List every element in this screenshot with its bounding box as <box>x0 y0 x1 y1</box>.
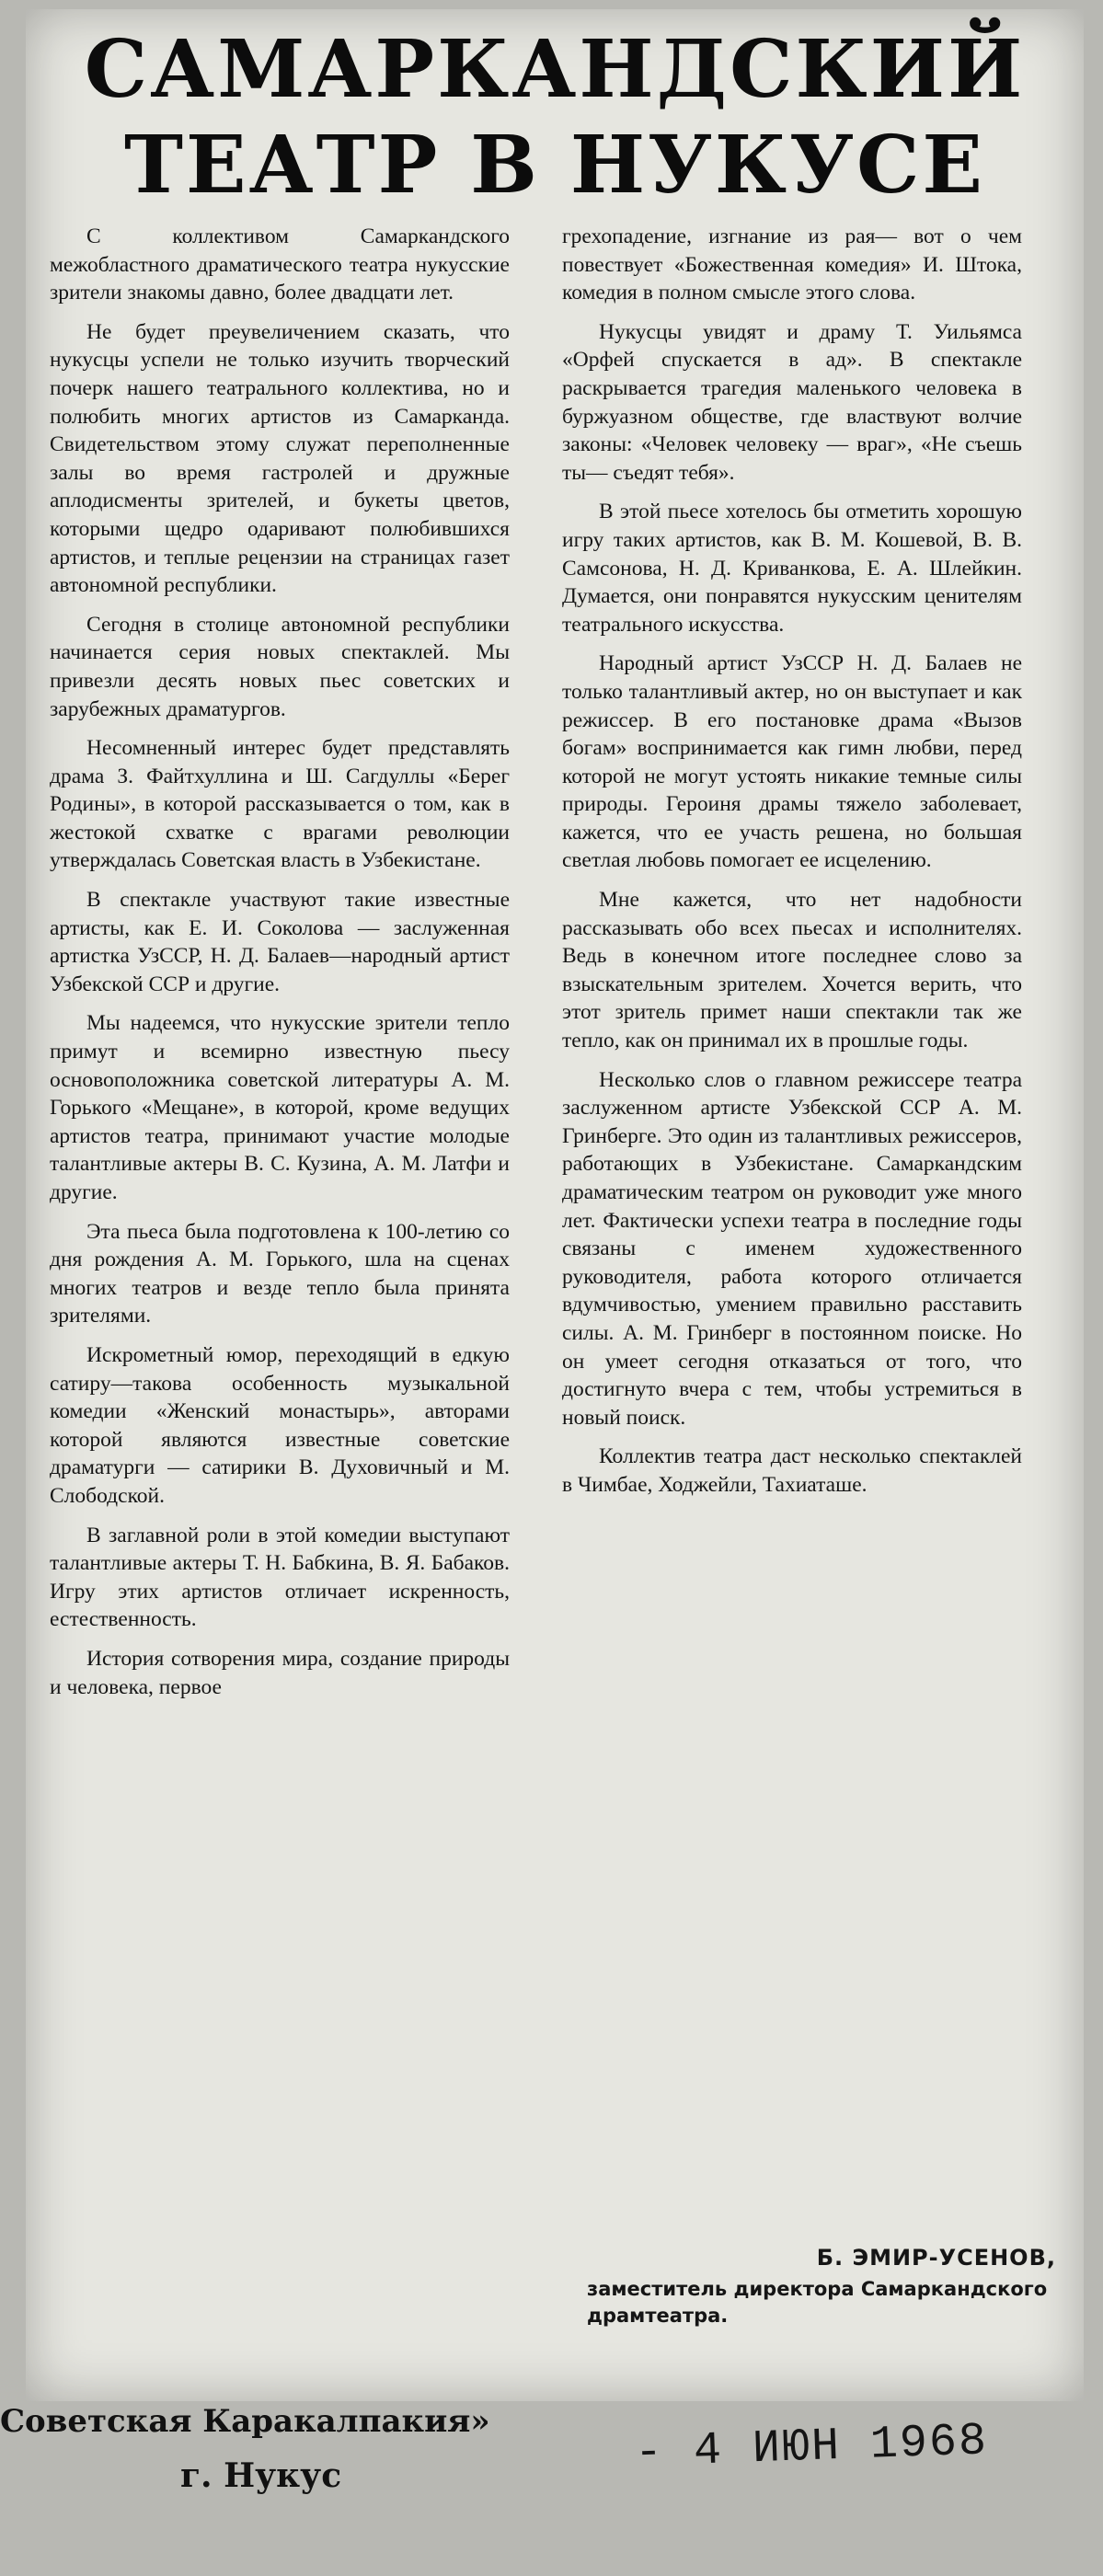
paragraph: В этой пьесе хотелось бы отметить хорошую игру таких артистов, как В. М. Кошевой, В. В. Самсонова, Н. Д. Криванкова, Е. А. Шлейкин. Думается, они понравятся нукусским ценителям театрального искусства. <box>562 500 1022 637</box>
newspaper-clipping <box>26 9 1084 2401</box>
paragraph: Сегодня в столице автономной республики начинается серия новых спектаклей. Мы привезли десять новых пьес советских и зарубежных драматургов. <box>50 612 510 721</box>
article-title <box>26 22 1084 213</box>
paragraph: Мы надеемся, что нукусские зрители тепло примут и всемирно известную пьесу основоположника советской литературы А. М. Горького «Мещане», в которой, кроме ведущих артистов театра, принимают участие молодые талантливые актеры В. С. Кузина, А. М. Латфи и другие. <box>50 1011 510 1204</box>
author-name: Б. ЭМИР-УСЕНОВ, <box>816 2245 1056 2271</box>
author-role: заместитель директора Самаркандского драмтеатра. <box>587 2278 1048 2327</box>
paragraph: Коллектив театра даст несколько спектаклей в Чимбае, Ходжейли, Тахиаташе. <box>562 1444 1022 1497</box>
paragraph: В заглавной роли в этой комедии выступают талантливые актеры Т. Н. Бабкина, В. Я. Бабаков. Игру этих артистов отличает искренность, естественность. <box>50 1523 510 1632</box>
paragraph: Искрометный юмор, переходящий в едкую сатиру—такова особенность музыкальной комедии «Женский монастырь», авторами которой являются известные советские драматурги — сатирики В. Духовичный и М. Слободской. <box>50 1342 510 1508</box>
paragraph: Нукусцы увидят и драму Т. Уильямса «Орфей спускается в ад». В спектакле раскрывается трагедия маленького человека в буржуазном обществе, где властвуют волчие законы: «Человек человеку — враг», «Не съешь ты— съедят тебя». <box>562 319 1022 485</box>
paragraph: Мне кажется, что нет надобности рассказывать обо всех пьесах и исполнителях. Ведь в конечном итоге последнее слово за взыскательным зрителем. Хочется верить, что этот зритель примет наши спектакли так же тепло, как он принимал их в прошлые годы. <box>562 888 1022 1053</box>
paragraph: Не будет преувеличением сказать, что нукусцы успели не только изучить творческий почерк нашего театрального коллектива, но и полюбить многих артистов из Самарканда. Свидетельством этому служат переполненные залы во время гастролей и дружные аплодисменты зрителей, и букеты цветов, которыми щедро одаривают полюбившихся артистов, и теплые рецензии на страницах газет автономной республики. <box>50 319 510 598</box>
paragraph: История сотворения мира, создание природы и человека, первое <box>50 1646 510 1699</box>
title-line-1: САМАРКАНДСКИЙ <box>84 23 1026 116</box>
right-column <box>562 223 1022 1511</box>
paragraph: грехопадение, изгнание из рая— вот о чем повествует «Божественная комедия» И. Штока, комедия в полном смысле этого слова. <box>562 224 1022 305</box>
newspaper-city: г. Нукус <box>180 2456 342 2495</box>
newspaper-name: Советская Каракалпакия» <box>0 2403 490 2440</box>
paragraph: Несомненный интерес будет представлять драма З. Файтхуллина и Ш. Сагдуллы «Берег Родины», в которой рассказывается о том, как в жестокой схватке с врагами революции утверждалась Советская власть в Узбекистане. <box>50 736 510 873</box>
paragraph: В спектакле участвуют такие известные артисты, как Е. И. Соколова — заслуженная артистка УзССР, Н. Д. Балаев—народный артист Узбекской ССР и другие. <box>50 888 510 996</box>
title-line-2: ТЕАТР В НУКУСЕ <box>124 119 985 212</box>
paragraph: Несколько слов о главном режиссере театра заслуженном артисте Узбекской ССР А. М. Гринберге. Это один из талантливых режиссеров, работающих в Узбекистане. Самаркандским драматическим театром он руководит уже много лет. Фактически успехи театра в последние годы связаны с именем художественного руководителя, работа которого отличается вдумчивостью, умением правильно расставить силы. А. М. Гринберг в постоянном поиске. Но он умеет сегодня отказаться от того, что достигнуто вчера с тем, чтобы устремиться в новый поиск. <box>562 1067 1022 1430</box>
paragraph: С коллективом Самаркандского межобластного драматического театра нукусские зрители знакомы давно, более двадцати лет. <box>50 224 510 305</box>
paragraph: Народный артист УзССР Н. Д. Балаев не только талантливый актер, но он выступает и как режиссер. В его постановке драма «Вызов богам» воспринимается как гимн любви, перед которой не могут устоять никакие темные силы природы. Героиня драмы тяжело заболевает, кажется, что ее участь решена, но большая светлая любовь помогает ее исцелению. <box>562 651 1022 873</box>
paragraph: Эта пьеса была подготовлена к 100-летию со дня рождения А. М. Горького, шла на сценах многих театров и везде тепло была принята зрителями. <box>50 1219 510 1328</box>
author-signature <box>587 2245 1056 2329</box>
left-column <box>50 223 510 1712</box>
date-stamp: - 4 ИЮН 1968 <box>634 2415 989 2480</box>
